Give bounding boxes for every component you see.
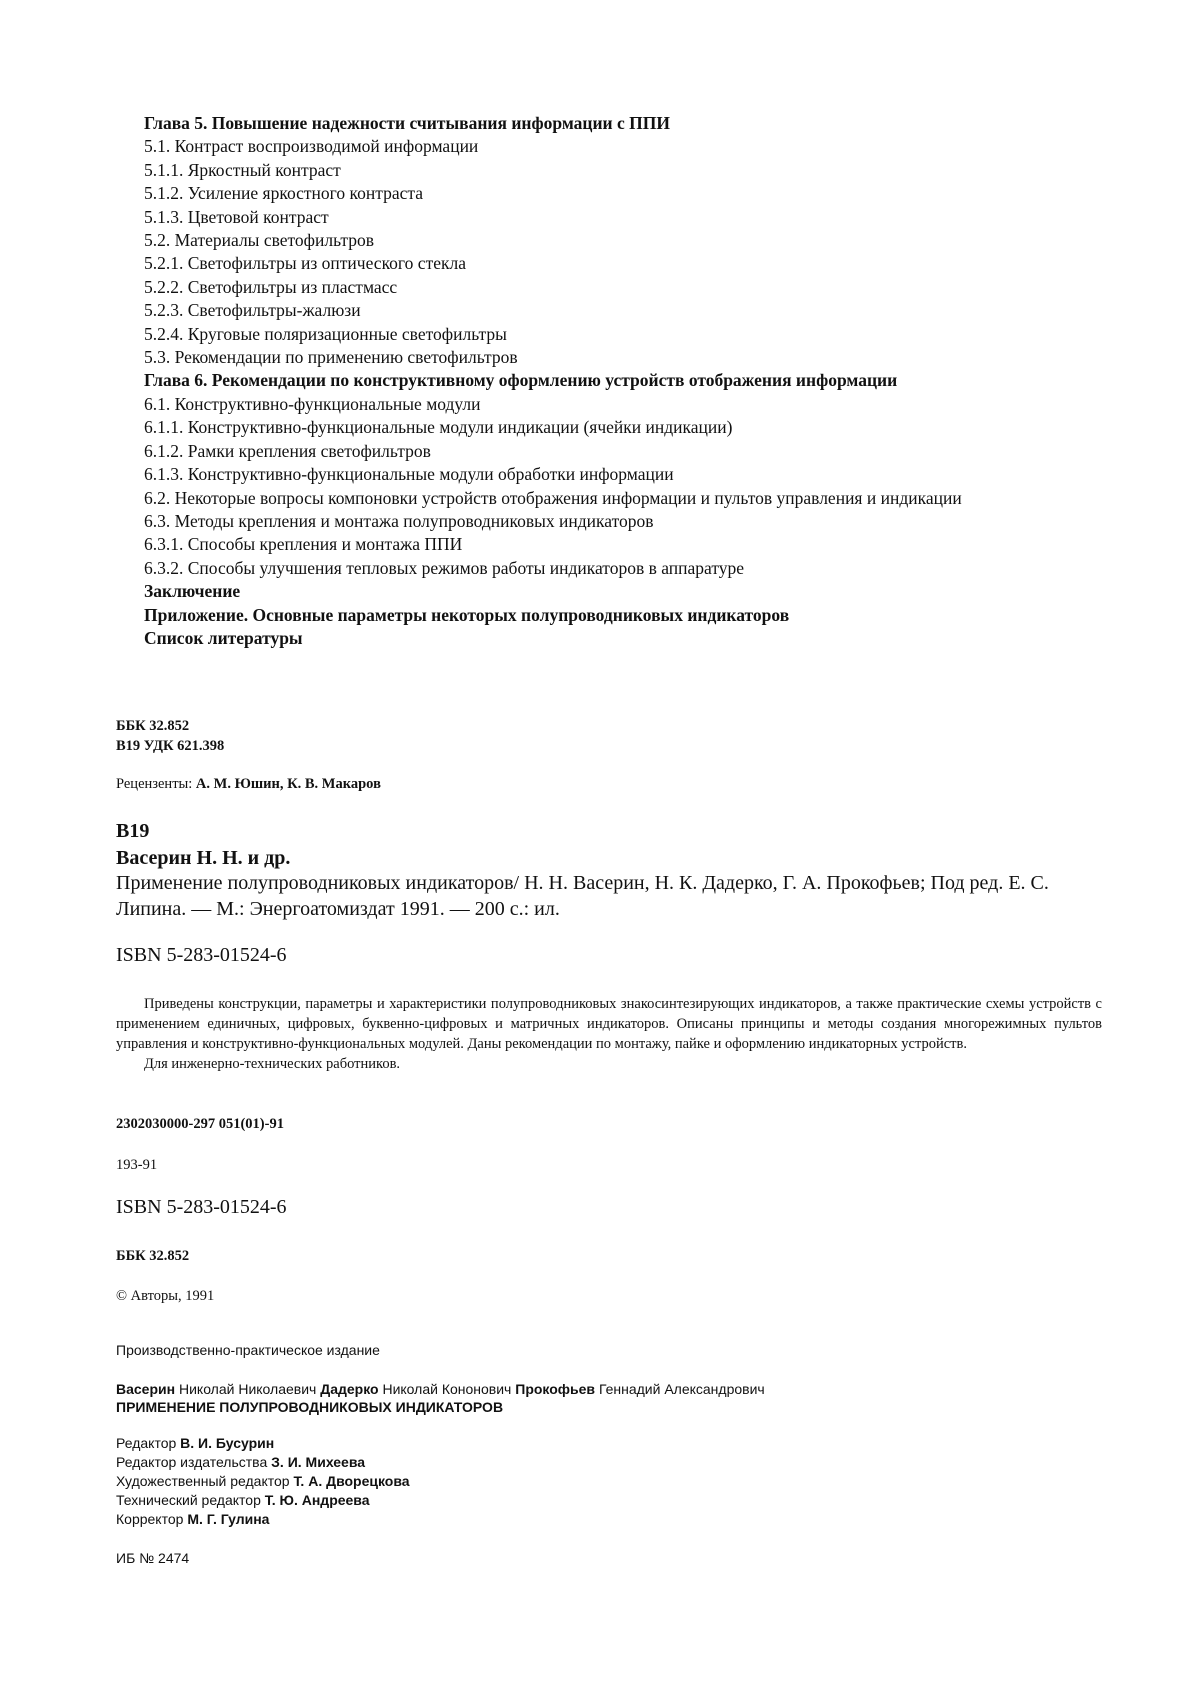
bbk-code: ББК 32.852 [116,1248,190,1264]
author-name: Геннадий Александрович [598,1381,765,1397]
toc-entry: 6.1.1. Конструктивно-функциональные модули индикации (ячейки индикации) [144,417,733,438]
staff-role: Корректор [116,1511,184,1527]
toc-entry: 6.3. Методы крепления и монтажа полупроводниковых индикаторов [144,510,654,531]
toc-entry: 6.1.3. Конструктивно-функциональные модули обработки информации [144,464,674,485]
author-name: Николай Николаевич [178,1381,317,1397]
annotation-audience: Для инженерно-технических работников. [144,1056,401,1072]
toc-entry: Глава 6. Рекомендации по конструктивному оформлению устройств отображения информации [144,370,898,391]
udk-code: В19 УДК 621.398 [116,738,225,754]
staff-name: М. Г. Гулина [187,1511,270,1527]
colophon-authors [116,1380,765,1416]
staff-role: Художественный редактор [116,1473,290,1489]
staff-row [116,1472,410,1491]
author-surname: Дадерко [320,1381,379,1397]
toc-entry: 6.1.2. Рамки крепления светофильтров [144,440,431,461]
toc-entry: 5.2.4. Круговые поляризационные светофильтры [144,323,507,344]
author-mark: В19 [116,820,150,842]
bbk-udk-block [116,716,224,756]
copyright: © Авторы, 1991 [116,1288,215,1304]
staff-role: Редактор [116,1435,177,1451]
toc-entry: 6.3.1. Способы крепления и монтажа ППИ [144,534,463,555]
staff-row [116,1491,410,1510]
author-surname: Прокофьев [515,1381,596,1397]
toc-entry: 5.1.3. Цветовой контраст [144,206,329,227]
reviewers-label: Рецензенты: [116,776,193,792]
toc-entry: 5.1.1. Яркостный контраст [144,159,341,180]
reviewers [116,776,381,793]
edition-type: Производственно-практическое издание [116,1342,380,1358]
toc-entry [116,487,1102,510]
staff-name: Т. А. Дворецкова [293,1473,410,1489]
toc-entry: 5.3. Рекомендации по применению светофильтров [144,347,518,368]
bibliographic-description: Применение полупроводниковых индикаторов/ Н. Н. Васерин, Н. К. Дадерко, Г. А. Прокофьев; Под ред. Е. С. Липина. — М.: Энергоатомиздат 1991. — 200 с.: ил. [116,872,1049,920]
authors-line [116,1380,765,1398]
annotation-paragraph: Приведены конструкции, параметры и характеристики полупроводниковых знакосинтезирующих индикаторов, а также практические схемы устройств с применением единичных, цифровых, буквенно-цифровых и матричных индикаторов. Описаны принципы и методы создания многорежимных пультов управления и конструктивно-функциональных модулей. Даны рекомендации по монтажу, пайке и оформлению индикаторных устройств. [116,996,1102,1052]
staff-name: Т. Ю. Андреева [264,1492,370,1508]
toc-entry: Заключение [144,581,241,602]
toc-entry: Глава 5. Повышение надежности считывания информации с ППИ [144,113,670,133]
plan-number: 193-91 [116,1157,158,1173]
bbk-code: ББК 32.852 [116,718,190,734]
toc-entry: 5.2.1. Светофильтры из оптического стекла [144,253,466,274]
staff-role: Технический редактор [116,1492,261,1508]
ib-number: ИБ № 2474 [116,1550,190,1566]
book-title: ПРИМЕНЕНИЕ ПОЛУПРОВОДНИКОВЫХ ИНДИКАТОРОВ [116,1399,504,1415]
author-name: Николай Кононович [382,1381,512,1397]
staff-name: В. И. Бусурин [180,1435,275,1451]
toc-entry: 5.1. Контраст воспроизводимой информации [144,136,479,157]
toc-entry: 6.3.2. Способы улучшения тепловых режимов работы индикаторов в аппаратуре [144,557,745,578]
toc-entry: Список литературы [144,627,303,648]
authors-heading: Васерин Н. Н. и др. [116,847,291,869]
table-of-contents [116,112,1102,650]
reviewers-names: А. М. Юшин, К. В. Макаров [195,776,381,792]
toc-entry: Приложение. Основные параметры некоторых полупроводниковых индикаторов [144,604,790,625]
isbn: ISBN 5-283-01524-6 [116,944,287,966]
toc-entry: 6.1. Конструктивно-функциональные модули [144,393,481,414]
staff-role: Редактор издательства [116,1454,268,1470]
annotation [116,994,1102,1074]
staff-row [116,1434,410,1453]
isbn: ISBN 5-283-01524-6 [116,1196,287,1218]
publication-code: 2302030000-297 051(01)-91 [116,1116,284,1132]
toc-entry-text: 6.2. Некоторые вопросы компоновки устройств отображения информации и пультов управления и индикации [144,487,962,508]
staff-row [116,1510,410,1529]
author-surname: Васерин [116,1381,176,1397]
toc-entry: 5.2. Материалы светофильтров [144,230,375,251]
staff-row [116,1453,410,1472]
toc-entry: 5.2.3. Светофильтры-жалюзи [144,300,361,321]
toc-entry: 5.2.2. Светофильтры из пластмасс [144,276,398,297]
editorial-staff [116,1434,410,1529]
toc-entry: 5.1.2. Усиление яркостного контраста [144,183,424,204]
staff-name: З. И. Михеева [271,1454,366,1470]
